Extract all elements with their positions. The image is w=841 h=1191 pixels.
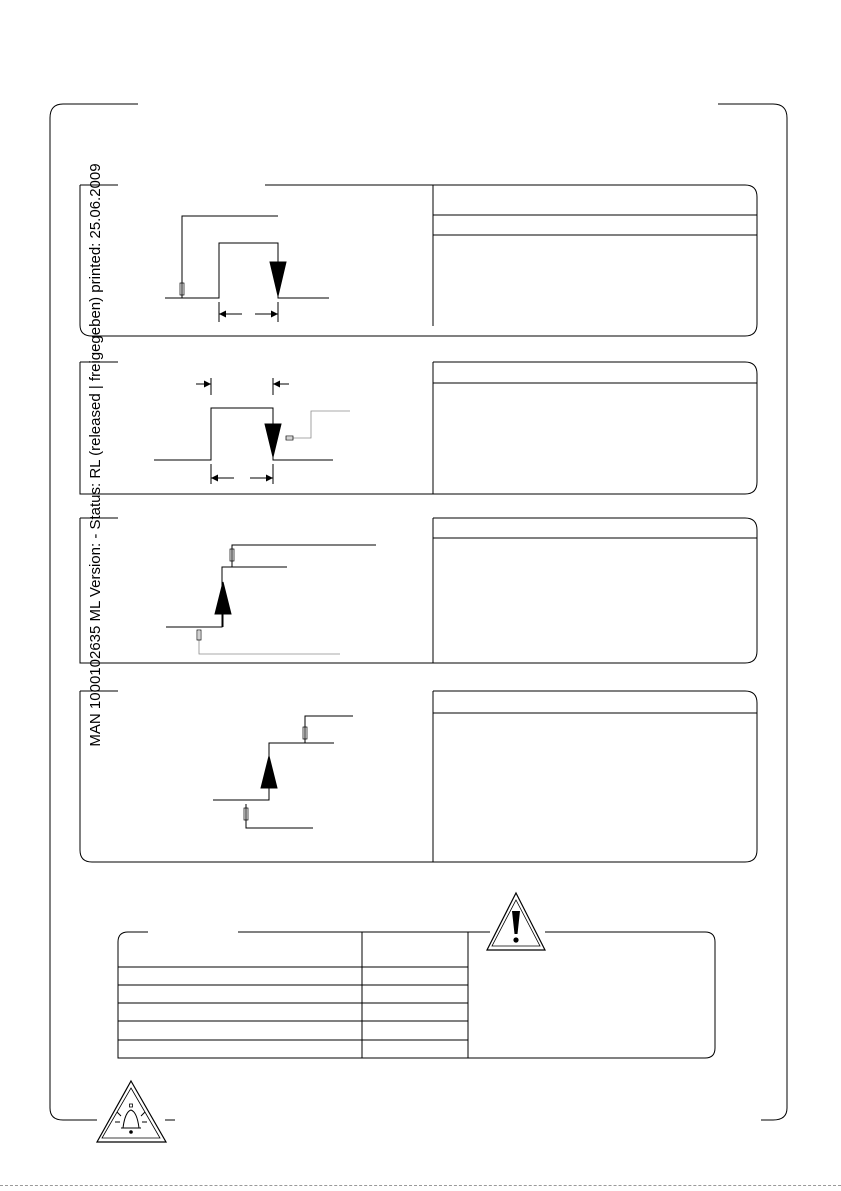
page-frame	[50, 104, 787, 1120]
bell-alarm-triangle-icon	[97, 1081, 166, 1142]
page-bottom-rule	[0, 1185, 841, 1186]
diagram-section-2	[80, 362, 757, 494]
bottom-table	[118, 932, 715, 1058]
exclamation-triangle-icon	[487, 893, 545, 950]
diagram-section-1	[80, 185, 757, 336]
diagram-section-3	[80, 518, 757, 663]
diagram-section-4	[80, 691, 757, 862]
document-status-label: MAN 1000102635 ML Version: - Status: RL (released | freigegeben) printed: 25.06.2009	[87, 163, 104, 747]
